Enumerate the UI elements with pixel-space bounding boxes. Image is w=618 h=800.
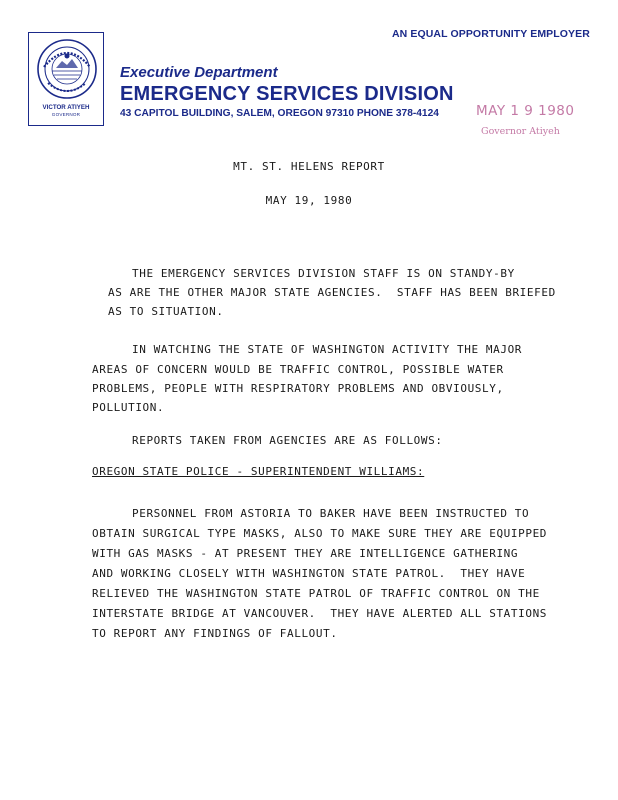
paragraph-3: REPORTS TAKEN FROM AGENCIES ARE AS FOLLOWS: <box>132 434 443 447</box>
paragraph-1-line-2: AS ARE THE OTHER MAJOR STATE AGENCIES. STAFF HAS BEEN BRIEFED <box>108 286 556 299</box>
report-date: MAY 19, 1980 <box>265 194 353 207</box>
paragraph-4-line-5: RELIEVED THE WASHINGTON STATE PATROL OF TRAFFIC CONTROL ON THE <box>92 587 540 600</box>
paragraph-4-line-2: OBTAIN SURGICAL TYPE MASKS, ALSO TO MAKE SURE THEY ARE EQUIPPED <box>92 527 548 540</box>
paragraph-4-line-4: AND WORKING CLOSELY WITH WASHINGTON STATE PATROL. THEY HAVE <box>92 567 526 580</box>
paragraph-2-line-4: POLLUTION. <box>92 401 165 414</box>
paragraph-1-line-3: AS TO SITUATION. <box>108 305 224 318</box>
division-name: EMERGENCY SERVICES DIVISION <box>120 83 454 105</box>
received-stamp-date: MAY 1 9 1980 <box>476 103 575 119</box>
paragraph-2-line-1: IN WATCHING THE STATE OF WASHINGTON ACTIVITY THE MAJOR <box>132 343 523 356</box>
division-address: 43 CAPITOL BUILDING, SALEM, OREGON 97310 PHONE 378-4124 <box>120 108 439 119</box>
paragraph-2-line-2: AREAS OF CONCERN WOULD BE TRAFFIC CONTROL, POSSIBLE WATER <box>92 363 504 376</box>
paragraph-4-line-1: PERSONNEL FROM ASTORIA TO BAKER HAVE BEEN INSTRUCTED TO <box>132 507 530 520</box>
state-seal-box <box>28 32 104 126</box>
department-name: Executive Department <box>120 64 278 81</box>
paragraph-4-line-7: TO REPORT ANY FINDINGS OF FALLOUT. <box>92 627 338 640</box>
paragraph-4-line-3: WITH GAS MASKS - AT PRESENT THEY ARE INTELLIGENCE GATHERING <box>92 547 519 560</box>
paragraph-4-line-6: INTERSTATE BRIDGE AT VANCOUVER. THEY HAVE ALERTED ALL STATIONS <box>92 607 548 620</box>
governor-title: GOVERNOR <box>51 112 81 117</box>
oregon-state-seal-icon <box>36 37 98 101</box>
section-heading-state-police: OREGON STATE POLICE - SUPERINTENDENT WILLIAMS: <box>92 465 425 478</box>
received-stamp-office: Governor Atiyeh <box>481 126 560 137</box>
paragraph-2-line-3: PROBLEMS, PEOPLE WITH RESPIRATORY PROBLEMS AND OBVIOUSLY, <box>92 382 504 395</box>
report-title: MT. ST. HELENS REPORT <box>233 160 385 173</box>
paragraph-1-line-1: THE EMERGENCY SERVICES DIVISION STAFF IS ON STANDY-BY <box>132 267 515 280</box>
equal-opportunity-employer-line: AN EQUAL OPPORTUNITY EMPLOYER <box>392 28 590 40</box>
governor-name: VICTOR ATIYEH <box>42 104 90 111</box>
